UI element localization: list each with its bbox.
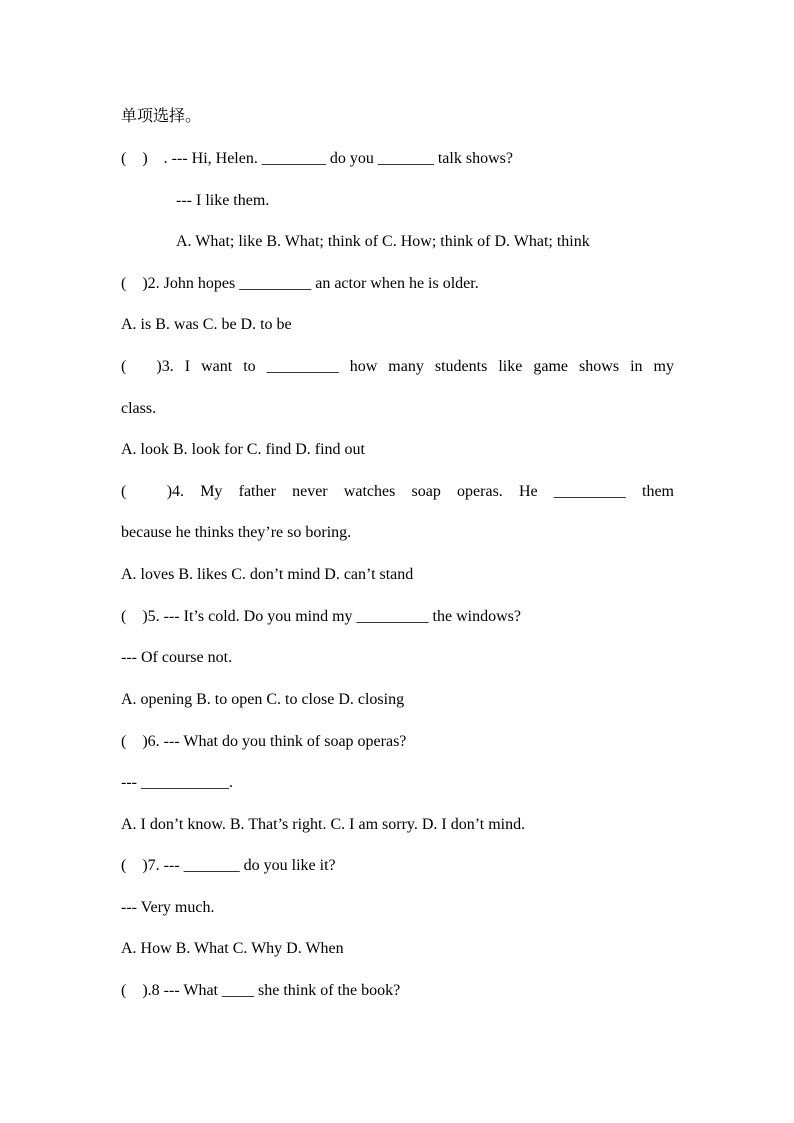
question-5-options: A. opening B. to open C. to close D. closing	[121, 691, 405, 708]
section-heading: 单项选择。	[121, 108, 202, 125]
question-7-options: A. How B. What C. Why D. When	[121, 940, 344, 957]
question-3-options: A. look B. look for C. find D. find out	[121, 441, 365, 458]
question-6-answer: --- ___________.	[121, 774, 233, 791]
question-4-continued: because he thinks they’re so boring.	[121, 524, 352, 541]
question-5-answer: --- Of course not.	[121, 649, 233, 666]
question-3: ( )3. I want to _________ how many students like game shows in my	[121, 358, 674, 375]
question-1: ( ) . --- Hi, Helen. ________ do you _______ talk shows?	[121, 150, 513, 167]
question-4: ( )4. My father never watches soap operas. He _________ them	[121, 483, 674, 500]
question-3-continued: class.	[121, 400, 157, 417]
question-1-answer: --- I like them.	[176, 192, 270, 209]
question-4-options: A. loves B. likes C. don’t mind D. can’t stand	[121, 566, 414, 583]
question-8: ( ).8 --- What ____ she think of the book?	[121, 982, 401, 999]
question-7: ( )7. --- _______ do you like it?	[121, 857, 336, 874]
question-1-options: A. What; like B. What; think of C. How; think of D. What; think	[176, 233, 590, 250]
question-6: ( )6. --- What do you think of soap operas?	[121, 733, 407, 750]
question-7-answer: --- Very much.	[121, 899, 215, 916]
question-2-options: A. is B. was C. be D. to be	[121, 316, 292, 333]
question-2: ( )2. John hopes _________ an actor when he is older.	[121, 275, 479, 292]
question-6-options: A. I don’t know. B. That’s right. C. I am sorry. D. I don’t mind.	[121, 816, 526, 833]
question-5: ( )5. --- It’s cold. Do you mind my _________ the windows?	[121, 608, 521, 625]
